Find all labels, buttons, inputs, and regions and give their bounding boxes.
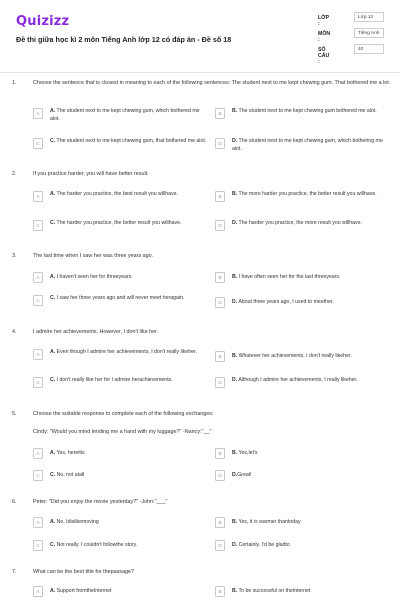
option-letter: B.	[232, 588, 238, 594]
quizizz-logo: Quizizz	[16, 14, 70, 29]
option-letter: D.	[232, 299, 238, 305]
option-box[interactable]: D	[215, 377, 225, 388]
option-text	[50, 349, 210, 357]
option-letter: C.	[50, 542, 56, 548]
option-label: The student next to me kept chewing gum, that bothered me alot.	[56, 138, 207, 144]
option-text	[232, 377, 392, 385]
option-text	[50, 220, 210, 228]
option-box[interactable]: D	[215, 540, 225, 551]
meta-label: LỚP :	[318, 15, 329, 27]
question-text: Peter: "Did you enjoy the movie yesterday?" -John:"___"	[33, 499, 168, 505]
option-box[interactable]: B	[215, 272, 225, 283]
page-title: Đề thi giữa học kì 2 môn Tiếng Anh lớp 12 có đáp án - Đề số 18	[16, 35, 232, 44]
option-text	[232, 450, 392, 458]
option-box[interactable]: D	[215, 470, 225, 481]
option-text	[232, 138, 392, 153]
option-box[interactable]: B	[215, 108, 225, 119]
option-label: No, not atall	[56, 472, 85, 478]
option-box[interactable]: C	[33, 470, 43, 481]
option-text	[50, 519, 210, 527]
question-number: 4.	[12, 329, 17, 335]
option-text	[232, 353, 392, 361]
option-box[interactable]: D	[215, 297, 225, 308]
option-text	[232, 108, 392, 116]
option-box[interactable]: A	[33, 586, 43, 597]
option-letter: A.	[50, 588, 56, 594]
question-number: 5.	[12, 411, 17, 417]
option-label: Yes, hereitis	[56, 450, 85, 456]
option-box[interactable]: A	[33, 349, 43, 360]
option-label: I don't really like her for I admire herachievements.	[56, 377, 173, 383]
question-text: If you practice harder, you will have better result.	[33, 171, 149, 177]
question-number: 6.	[12, 499, 17, 505]
option-letter: A.	[50, 450, 56, 456]
option-box[interactable]: B	[215, 517, 225, 528]
option-letter: C.	[50, 295, 56, 301]
option-letter: A.	[50, 108, 56, 114]
option-letter: B.	[232, 108, 238, 114]
header-divider	[0, 72, 400, 73]
meta-label: MÔN :	[318, 31, 331, 43]
option-label: Certainly. I'd be gladto	[238, 542, 290, 548]
option-letter: B.	[232, 519, 238, 525]
option-letter: D.	[232, 377, 238, 383]
option-letter: B.	[232, 274, 238, 280]
meta-value: Lớp 12	[354, 12, 384, 22]
worksheet-header	[0, 0, 400, 70]
option-letter: B.	[232, 353, 238, 359]
option-box[interactable]: B	[215, 351, 225, 362]
option-text	[50, 295, 210, 303]
meta-label: SỐ CÂU :	[318, 47, 330, 65]
option-text	[50, 588, 210, 596]
option-box[interactable]: C	[33, 377, 43, 388]
option-label: Even though I admire her achievements, I don't really likeher.	[56, 349, 197, 355]
option-letter: D.	[232, 472, 238, 478]
question-subtext: Cindy: "Would you mind lending me a hand with my luggage?" -Nancy:"__"	[33, 429, 212, 435]
question-text: I admire her achievements. However, I don't like her.	[33, 329, 159, 335]
option-text	[50, 450, 210, 458]
option-text	[232, 274, 392, 282]
option-label: No, Idislikemoving	[56, 519, 99, 525]
option-text	[50, 542, 210, 550]
option-text	[232, 519, 392, 527]
option-letter: B.	[232, 191, 238, 197]
option-label: Not really. I couldn't followthe story.	[56, 542, 138, 548]
option-box[interactable]: C	[33, 540, 43, 551]
option-label: The student next to me kept chewing gum bothered me alot.	[238, 108, 377, 114]
option-text	[232, 472, 392, 480]
option-text	[50, 274, 210, 282]
option-box[interactable]: A	[33, 448, 43, 459]
option-label: To be successful on theInternet	[238, 588, 311, 594]
option-label: Great!	[237, 472, 252, 478]
option-letter: A.	[50, 274, 56, 280]
option-label: Support fromtheInternet	[56, 588, 112, 594]
option-label: Yes,let's	[238, 450, 258, 456]
option-text	[232, 299, 392, 307]
option-box[interactable]: A	[33, 517, 43, 528]
option-text	[50, 108, 210, 123]
option-letter: C.	[50, 138, 56, 144]
option-box[interactable]: A	[33, 272, 43, 283]
option-box[interactable]: C	[33, 138, 43, 149]
option-letter: C.	[50, 220, 56, 226]
option-letter: C.	[50, 377, 56, 383]
question-text: What can be the best title for thepassage?	[33, 569, 134, 575]
question-text: Choose the suitable response to complete each of the following exchanges:	[33, 411, 214, 417]
meta-value: 40	[354, 44, 384, 54]
option-label: The harder you practice, the more result you willhave.	[238, 220, 362, 226]
option-label: Yes, it is warmer thantoday	[238, 519, 301, 525]
question-text: Choose the sentence that is closest in meaning to each of the following sentences: The student next to me kept chewing gum. That bothered me a lot.	[33, 80, 391, 86]
option-label: Whatever her achievements, I don't really likeher.	[238, 353, 352, 359]
option-box[interactable]: A	[33, 108, 43, 119]
option-letter: A.	[50, 349, 56, 355]
question-text: The last time when I saw her was three years ago.	[33, 253, 154, 259]
option-label: I have often seen her for the last threeyears.	[238, 274, 341, 280]
question-number: 2.	[12, 171, 17, 177]
option-label: The harder you practice, the better result you willhave.	[56, 220, 182, 226]
option-letter: D.	[232, 138, 238, 144]
option-letter: A.	[50, 519, 56, 525]
option-box[interactable]: B	[215, 586, 225, 597]
option-box[interactable]: C	[33, 220, 43, 231]
option-box[interactable]: B	[215, 191, 225, 202]
option-label: The student next to me kept chewing gum, which bothered me alot.	[50, 108, 200, 122]
option-box[interactable]: A	[33, 191, 43, 202]
option-box[interactable]: C	[33, 295, 43, 306]
option-letter: D.	[232, 542, 238, 548]
option-label: About three years ago, I used to meether.	[238, 299, 334, 305]
question-number: 7.	[12, 569, 17, 575]
question-number: 1.	[12, 80, 17, 86]
option-box[interactable]: D	[215, 220, 225, 231]
question-number: 3.	[12, 253, 17, 259]
option-text	[232, 542, 392, 550]
option-label: Although I admire her achievements, I really likeher.	[238, 377, 358, 383]
option-label: The student next to me kept chewing gum, which bothering me alot.	[232, 138, 383, 152]
option-box[interactable]: B	[215, 448, 225, 459]
option-label: The harder you practice, the best result you willhave.	[56, 191, 178, 197]
option-letter: B.	[232, 450, 238, 456]
option-letter: C.	[50, 472, 56, 478]
option-text	[50, 191, 210, 199]
option-letter: A.	[50, 191, 56, 197]
option-label: I haven't seen her for threeyears.	[56, 274, 133, 280]
option-text	[50, 377, 210, 385]
meta-value: Tiếng Anh	[354, 28, 384, 38]
option-text	[232, 220, 392, 228]
option-text	[50, 472, 210, 480]
option-letter: D.	[232, 220, 238, 226]
option-label: The more harder you practice, the better result you willhave.	[238, 191, 377, 197]
option-text	[232, 191, 392, 199]
option-label: I saw her three years ago and will never meet heragain.	[56, 295, 185, 301]
option-text	[50, 138, 210, 146]
option-text	[232, 588, 392, 596]
option-box[interactable]: D	[215, 138, 225, 149]
